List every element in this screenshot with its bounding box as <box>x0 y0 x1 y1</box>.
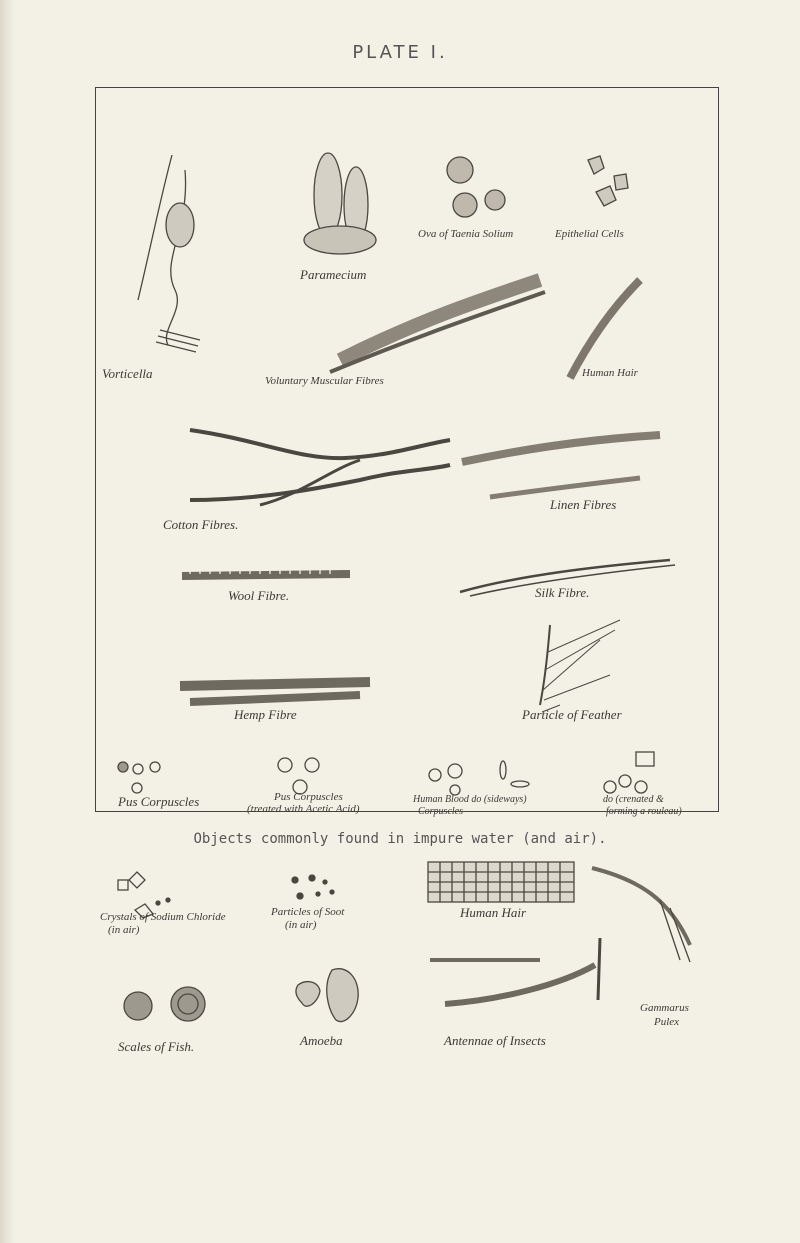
blood-corpuscles-drawing <box>429 752 654 795</box>
fish-scales-drawing <box>124 987 205 1021</box>
label-pus-treated-2: (treated with Acetic Acid) <box>247 803 360 815</box>
label-crenated-1: do (crenated & <box>603 794 664 805</box>
label-gammarus-2: Pulex <box>654 1016 680 1028</box>
plate-title: PLATE I. <box>352 42 448 63</box>
cotton-fibres-drawing <box>190 430 450 505</box>
antennae-drawing <box>430 938 600 1004</box>
label-fish-scales: Scales of Fish. <box>118 1039 195 1054</box>
ova-drawing <box>447 157 505 217</box>
wool-fibre-drawing <box>182 570 350 576</box>
plate-caption: Objects commonly found in impure water (and air). <box>193 831 607 847</box>
human-hair-bottom-drawing <box>428 862 574 902</box>
label-crystals-2: (in air) <box>108 924 140 936</box>
label-antennae: Antennae of Insects <box>444 1033 546 1048</box>
label-human-hair-top: Human Hair <box>582 367 638 379</box>
feather-drawing <box>540 620 620 712</box>
hemp-fibre-drawing <box>180 682 370 702</box>
label-soot-2: (in air) <box>285 919 317 931</box>
label-wool: Wool Fibre. <box>228 588 290 603</box>
paramecium-drawing <box>304 153 376 254</box>
label-ova: Ova of Taenia Solium <box>418 228 514 240</box>
label-human-hair-bottom: Human Hair <box>460 905 527 920</box>
muscular-fibres-drawing <box>330 280 545 372</box>
label-silk: Silk Fibre. <box>535 585 590 600</box>
pus-corpuscles-drawing <box>118 762 160 793</box>
epithelial-drawing <box>588 156 628 206</box>
label-cotton: Cotton Fibres. <box>163 517 239 532</box>
soot-drawing <box>292 875 334 899</box>
gammarus-drawing <box>592 868 690 962</box>
vorticella-drawing <box>138 155 200 352</box>
label-crenated-2: forming a rouleau) <box>606 806 682 817</box>
label-muscular: Voluntary Muscular Fibres <box>265 375 384 387</box>
label-epithelial: Epithelial Cells <box>555 228 624 240</box>
label-amoeba: Amoeba <box>300 1033 343 1048</box>
label-pus-corpuscles: Pus Corpuscles <box>118 794 200 809</box>
label-gammarus-1: Gammarus <box>640 1002 689 1014</box>
label-pus-treated-1: Pus Corpuscles <box>274 791 343 803</box>
linen-fibres-drawing <box>462 435 660 497</box>
label-paramecium: Paramecium <box>300 267 367 282</box>
label-feather: Particle of Feather <box>522 707 622 722</box>
label-linen: Linen Fibres <box>550 497 617 512</box>
label-blood-1: Human Blood do (sideways) <box>413 794 527 805</box>
label-vorticella: Vorticella <box>102 366 153 381</box>
label-soot-1: Particles of Soot <box>271 906 345 918</box>
amoeba-drawing <box>296 969 358 1022</box>
human-hair-top-drawing <box>570 280 640 378</box>
label-hemp: Hemp Fibre <box>234 707 297 722</box>
pus-treated-drawing <box>278 758 319 794</box>
label-blood-2: Corpuscles <box>418 806 463 817</box>
label-crystals-1: Crystals of Sodium Chloride <box>100 911 226 923</box>
